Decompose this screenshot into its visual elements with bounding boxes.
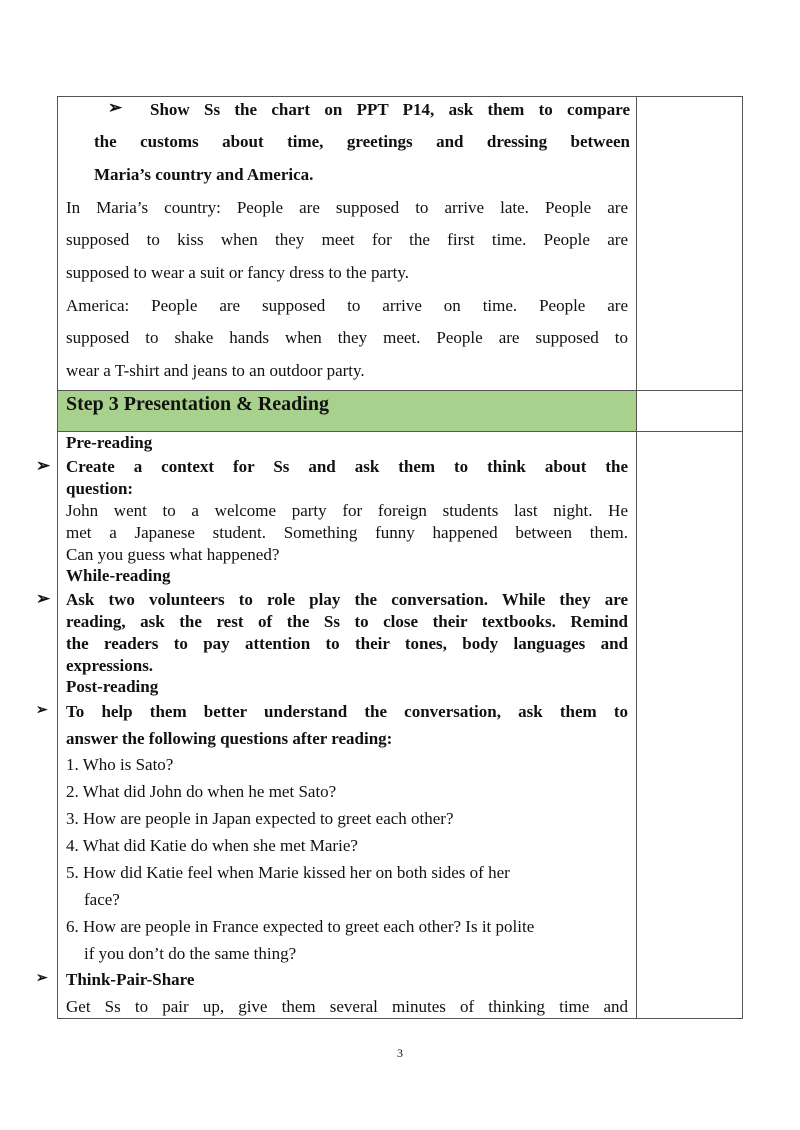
while-reading-task: expressions. xyxy=(66,656,154,675)
bullet-arrow-icon: ➢ xyxy=(36,703,48,718)
question-item: 3. How are people in Japan expected to greet each other? xyxy=(66,809,454,828)
post-reading-task: To help them better understand the conversation, ask them to xyxy=(66,702,628,721)
pre-reading-task: Create a context for Ss and ask them to think about the xyxy=(66,457,628,476)
america-text: wear a T-shirt and jeans to an outdoor party. xyxy=(66,361,365,380)
pre-reading-text: John went to a welcome party for foreign students last night. He xyxy=(66,501,628,520)
bullet-arrow-icon: ➢ xyxy=(36,589,51,608)
while-reading-heading: While-reading xyxy=(66,566,171,585)
activity-cell-reading xyxy=(36,432,636,1018)
post-reading-heading: Post-reading xyxy=(66,677,159,696)
question-item: if you don’t do the same thing? xyxy=(84,944,297,963)
instruction-line: Maria’s country and America. xyxy=(94,165,314,184)
question-item: 4. What did Katie do when she met Marie? xyxy=(66,836,358,855)
while-reading-task: Ask two volunteers to role play the conversation. While they are xyxy=(66,590,628,609)
question-item: 5. How did Katie feel when Marie kissed her on both sides of her xyxy=(66,863,510,882)
pre-reading-text: Can you guess what happened? xyxy=(66,545,280,564)
post-reading-task: answer the following questions after reading: xyxy=(66,729,393,748)
question-item: face? xyxy=(84,890,120,909)
maria-text: In Maria’s country: People are supposed to arrive late. People are xyxy=(66,198,628,217)
page-number: 3 xyxy=(397,1046,403,1060)
maria-text: supposed to kiss when they meet for the first time. People are xyxy=(66,230,628,249)
question-item: 2. What did John do when he met Sato? xyxy=(66,782,337,801)
while-reading-task: the readers to pay attention to their tones, body languages and xyxy=(66,634,628,653)
bullet-arrow-icon: ➢ xyxy=(36,456,51,475)
america-text: supposed to shake hands when they meet. People are supposed to xyxy=(66,328,628,347)
america-text: America: People are supposed to arrive on time. People are xyxy=(66,296,628,315)
pre-reading-text: met a Japanese student. Something funny happened between them. xyxy=(66,523,628,542)
bullet-arrow-icon: ➢ xyxy=(36,971,48,986)
pre-reading-task: question: xyxy=(66,479,134,498)
activity-cell-comparison xyxy=(58,97,636,390)
question-item: 1. Who is Sato? xyxy=(66,755,174,774)
instruction-line: Show Ss the chart on PPT P14, ask them to compare xyxy=(150,100,630,119)
bullet-arrow-icon: ➢ xyxy=(108,98,123,117)
think-pair-share-text: Get Ss to pair up, give them several minutes of thinking time and xyxy=(66,997,628,1016)
maria-text: supposed to wear a suit or fancy dress to the party. xyxy=(66,263,410,282)
pre-reading-heading: Pre-reading xyxy=(66,433,153,452)
column-divider xyxy=(636,97,637,1018)
step-title: Step 3 Presentation & Reading xyxy=(66,393,329,415)
question-item: 6. How are people in France expected to greet each other? Is it polite xyxy=(66,917,535,936)
while-reading-task: reading, ask the rest of the Ss to close their textbooks. Remind xyxy=(66,612,628,631)
lesson-plan-table xyxy=(36,96,743,1019)
think-pair-share-heading: Think-Pair-Share xyxy=(66,970,195,989)
instruction-line: the customs about time, greetings and dressing between xyxy=(94,132,630,151)
